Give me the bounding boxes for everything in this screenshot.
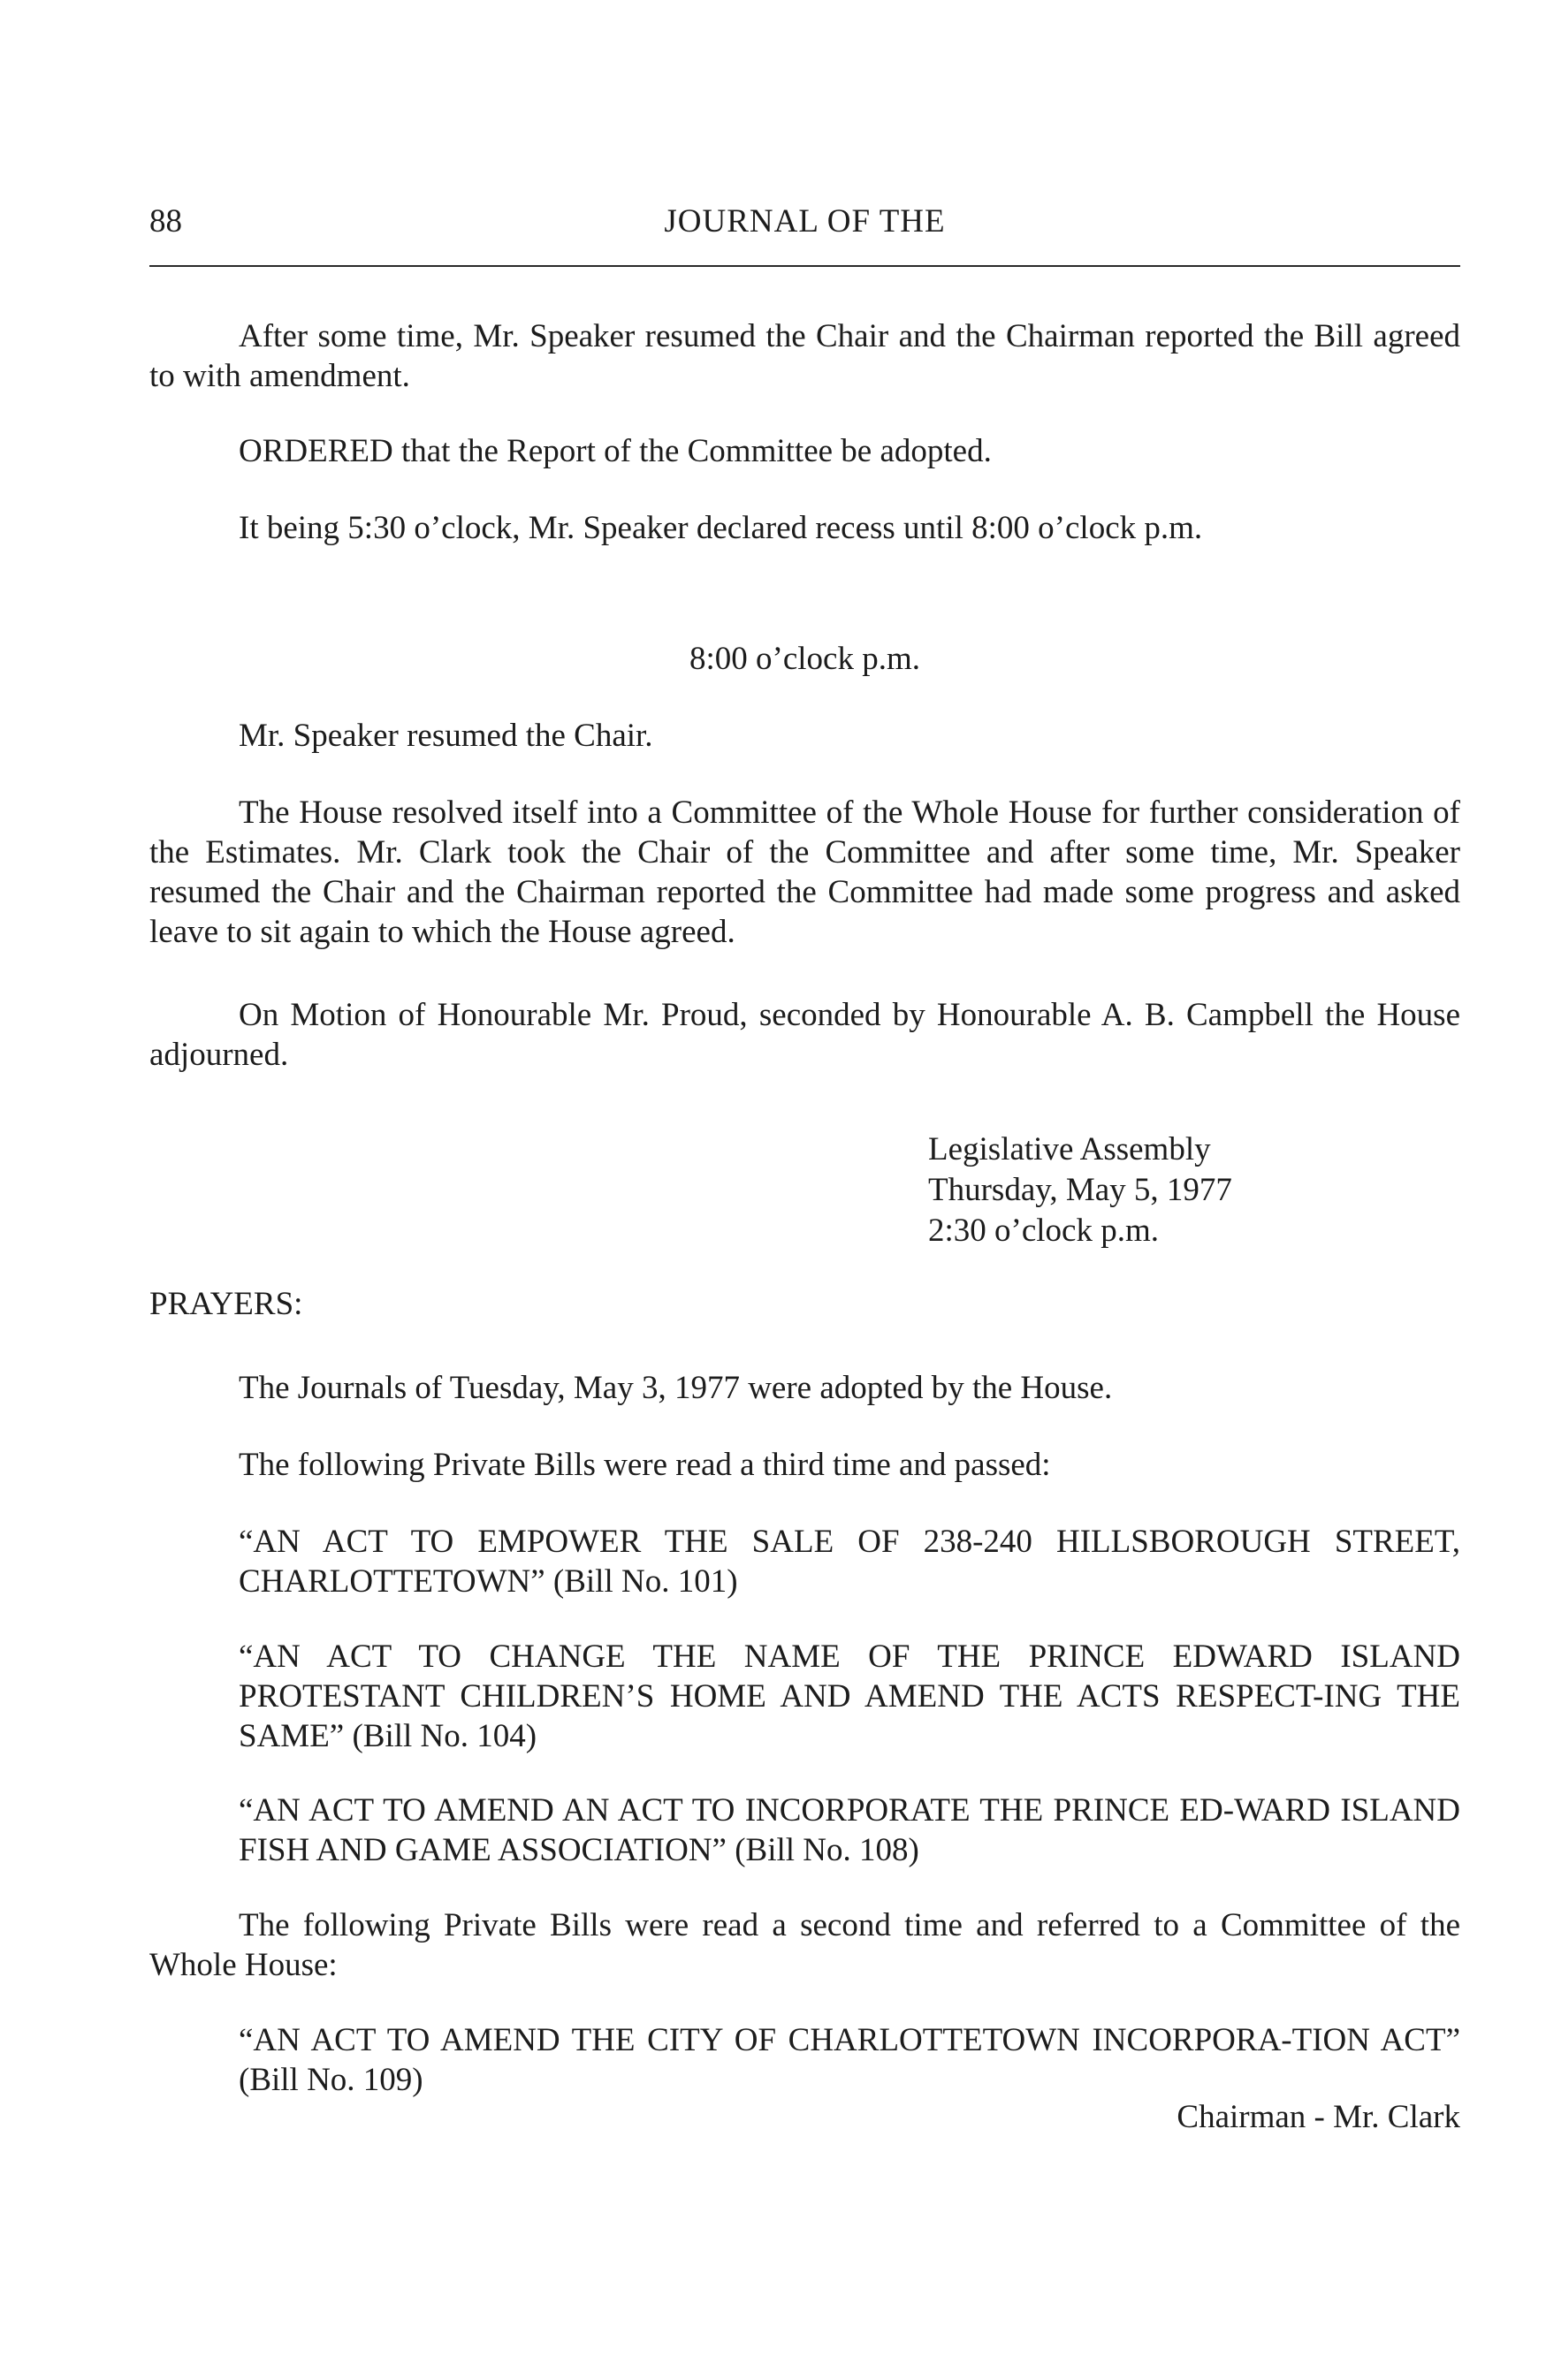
- dateline: [928, 1129, 1232, 1251]
- paragraph-recess: It being 5:30 o’clock, Mr. Speaker declared recess until 8:00 o’clock p.m.: [239, 510, 1203, 546]
- dateline-assembly: Legislative Assembly: [928, 1131, 1211, 1167]
- bill-109: “AN ACT TO AMEND THE CITY OF CHARLOTTETOWN INCORPORA-TION ACT” (Bill No. 109): [239, 2022, 1460, 2098]
- paragraph-ordered: ORDERED that the Report of the Committee be adopted.: [239, 433, 992, 469]
- paragraph-second-reading: The following Private Bills were read a second time and referred to a Committee of the Whole House:: [149, 1907, 1460, 1983]
- bill-104: “AN ACT TO CHANGE THE NAME OF THE PRINCE EDWARD ISLAND PROTESTANT CHILDREN’S HOME AND AMEND THE ACTS RESPECT-ING THE SAME” (Bill No. 104): [239, 1639, 1460, 1754]
- paragraph-committee-whole: The House resolved itself into a Committee of the Whole House for further consideration of the Estimates. Mr. Clark took the Chair of the Committee and after some time, Mr. Speaker resumed the Chair and the Chairman reported the Committee had made some progress and asked leave to sit again to which the House agreed.: [149, 795, 1460, 950]
- bill-108: “AN ACT TO AMEND AN ACT TO INCORPORATE THE PRINCE ED-WARD ISLAND FISH AND GAME ASSOCIATION” (Bill No. 108): [239, 1792, 1460, 1868]
- dateline-time: 2:30 o’clock p.m.: [928, 1213, 1160, 1249]
- paragraph-adjourned: On Motion of Honourable Mr. Proud, seconded by Honourable A. B. Campbell the House adjourned.: [149, 997, 1460, 1073]
- chairman-note: Chairman - Mr. Clark: [1177, 2099, 1460, 2135]
- dateline-date: Thursday, May 5, 1977: [928, 1172, 1232, 1208]
- time-heading: 8:00 o’clock p.m.: [689, 641, 920, 677]
- prayers-heading: PRAYERS:: [149, 1286, 303, 1322]
- bill-101: “AN ACT TO EMPOWER THE SALE OF 238-240 HILLSBOROUGH STREET, CHARLOTTETOWN” (Bill No. 101): [239, 1524, 1460, 1600]
- paragraph-speaker-resumed: Mr. Speaker resumed the Chair.: [239, 718, 653, 754]
- page-header: [149, 202, 1460, 247]
- page-number: 88: [149, 203, 182, 240]
- paragraph-third-reading: The following Private Bills were read a third time and passed:: [239, 1447, 1051, 1483]
- header-rule: [149, 265, 1460, 267]
- running-head: JOURNAL OF THE: [664, 203, 946, 240]
- paragraph-committee-report: After some time, Mr. Speaker resumed the Chair and the Chairman reported the Bill agreed to with amendment.: [149, 318, 1460, 394]
- paragraph-journals-adopted: The Journals of Tuesday, May 3, 1977 were adopted by the House.: [239, 1370, 1113, 1406]
